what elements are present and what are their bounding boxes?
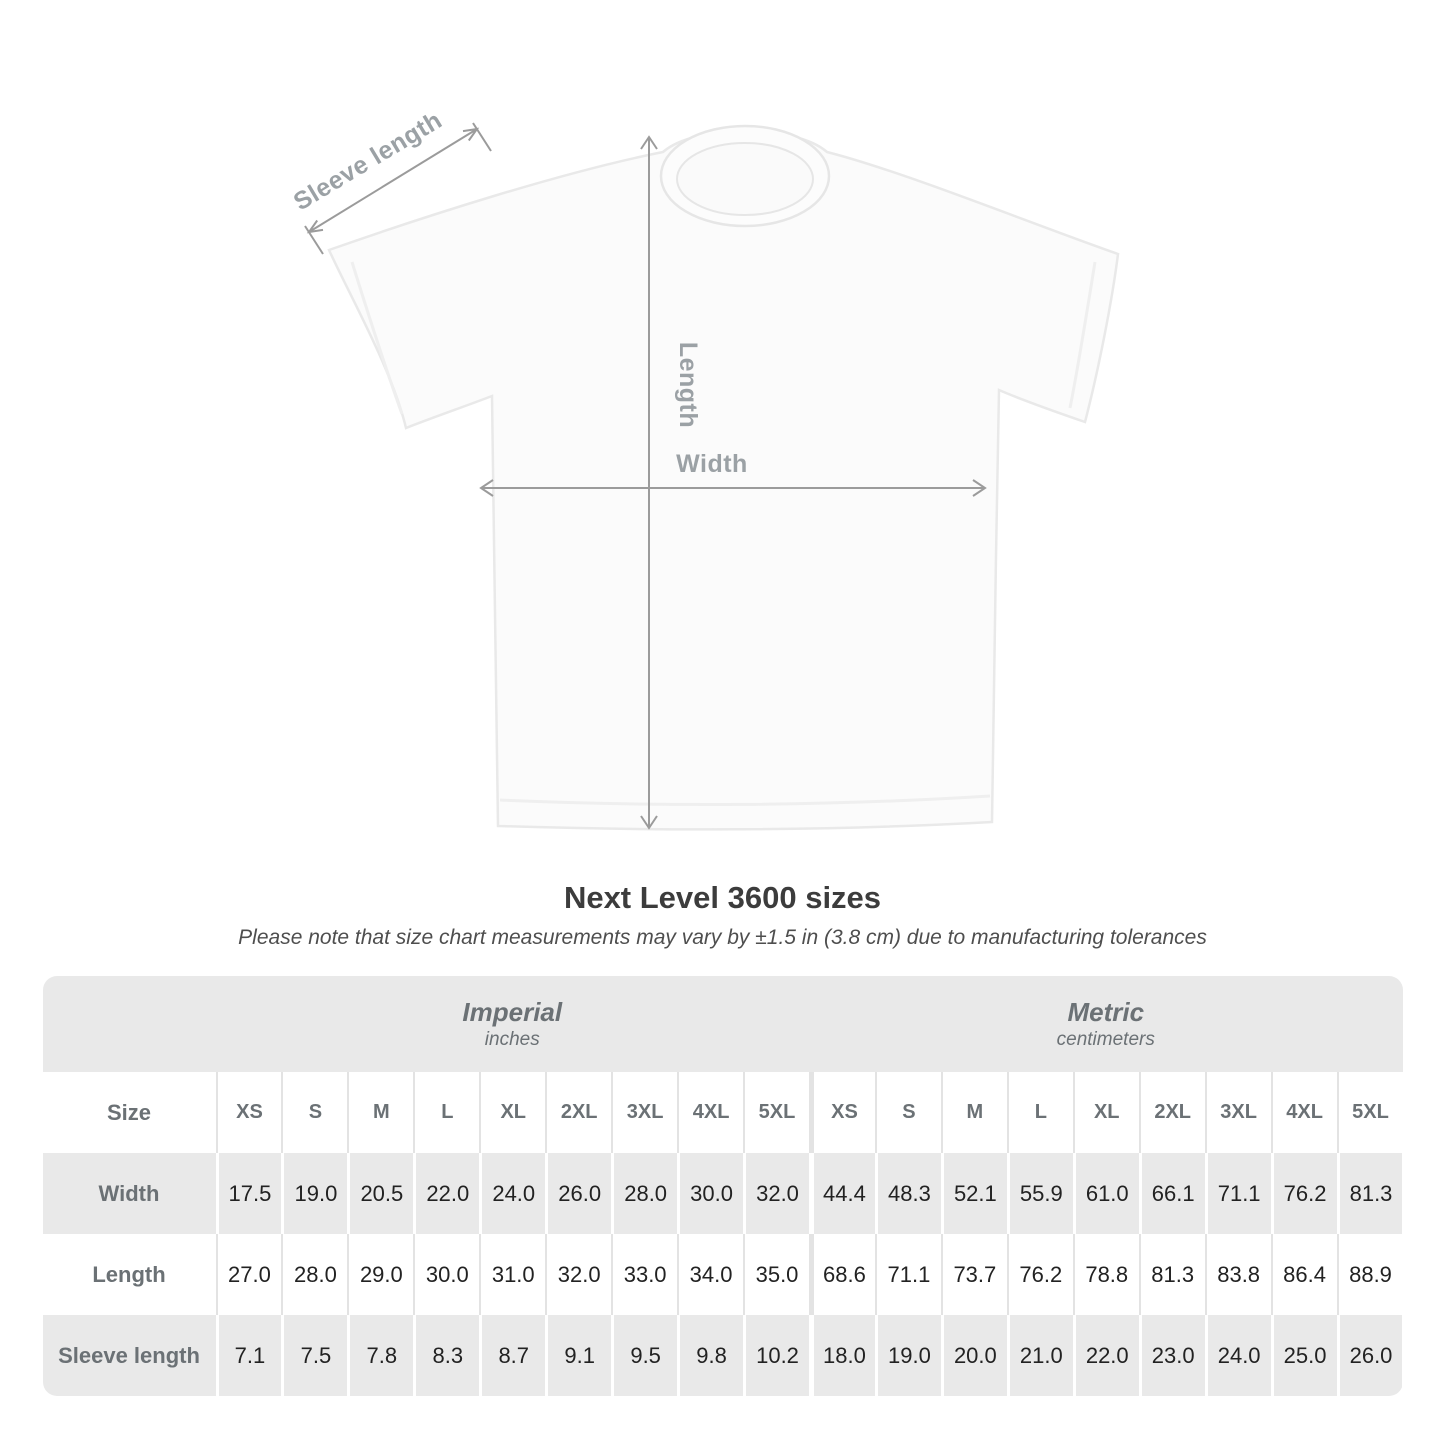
tshirt-outline: [329, 131, 1118, 829]
tolerance-note: Please note that size chart measurements may vary by ±1.5 in (3.8 cm) due to manufacturing tolerances: [238, 926, 1207, 949]
table-cell: 34.0: [677, 1234, 743, 1315]
table-cell: 68.6: [809, 1234, 875, 1315]
size-header-row: [43, 1072, 1403, 1153]
table-cell: 32.0: [743, 1153, 809, 1234]
table-cell: 19.0: [875, 1315, 941, 1396]
size-header: XS: [809, 1072, 875, 1153]
table-cell: 10.2: [743, 1315, 809, 1396]
metric-group-header: [809, 976, 1403, 1072]
table-cell: 17.5: [216, 1153, 282, 1234]
table-cell: 71.1: [1205, 1153, 1271, 1234]
table-cell: 73.7: [941, 1234, 1007, 1315]
table-cell: 86.4: [1271, 1234, 1337, 1315]
table-cell: 30.0: [677, 1153, 743, 1234]
table-cell: 88.9: [1337, 1234, 1403, 1315]
table-cell: 26.0: [545, 1153, 611, 1234]
title-block: [0, 880, 1445, 950]
table-cell: 76.2: [1271, 1153, 1337, 1234]
table-cell: 7.8: [347, 1315, 413, 1396]
size-header: 5XL: [1337, 1072, 1403, 1153]
size-header: 3XL: [611, 1072, 677, 1153]
table-cell: 48.3: [875, 1153, 941, 1234]
width-label: Width: [676, 450, 748, 478]
imperial-unit: inches: [484, 1029, 540, 1051]
length-label: Length: [674, 341, 702, 429]
size-header: 3XL: [1205, 1072, 1271, 1153]
width-row: [43, 1153, 1403, 1234]
row-label-length: Length: [43, 1234, 216, 1315]
table-cell: 25.0: [1271, 1315, 1337, 1396]
table-cell: 35.0: [743, 1234, 809, 1315]
table-cell: 7.1: [216, 1315, 282, 1396]
size-header: L: [413, 1072, 479, 1153]
table-cell: 9.5: [611, 1315, 677, 1396]
table-cell: 7.5: [281, 1315, 347, 1396]
table-cell: 30.0: [413, 1234, 479, 1315]
table-cell: 20.0: [941, 1315, 1007, 1396]
table-cell: 61.0: [1073, 1153, 1139, 1234]
size-header: XS: [216, 1072, 282, 1153]
size-header: 4XL: [1271, 1072, 1337, 1153]
table-cell: 21.0: [1007, 1315, 1073, 1396]
size-header: L: [1007, 1072, 1073, 1153]
sleeve-length-row: [43, 1315, 1403, 1396]
table-cell: 19.0: [281, 1153, 347, 1234]
size-header: S: [875, 1072, 941, 1153]
table-cell: 28.0: [281, 1234, 347, 1315]
imperial-label: Imperial: [462, 996, 563, 1027]
table-cell: 18.0: [809, 1315, 875, 1396]
table-cell: 8.3: [413, 1315, 479, 1396]
size-header: XL: [479, 1072, 545, 1153]
table-cell: 27.0: [216, 1234, 282, 1315]
group-header-row: [43, 976, 1403, 1072]
metric-unit: centimeters: [1056, 1029, 1155, 1051]
size-header: XL: [1073, 1072, 1139, 1153]
imperial-group-header: [216, 976, 810, 1072]
size-header: M: [941, 1072, 1007, 1153]
length-row: [43, 1234, 1403, 1315]
corner-cell: [43, 976, 216, 1072]
table-cell: 81.3: [1337, 1153, 1403, 1234]
table-cell: 55.9: [1007, 1153, 1073, 1234]
sleeve-length-label: Sleeve length: [288, 105, 447, 217]
row-label-width: Width: [43, 1153, 216, 1234]
size-header: M: [347, 1072, 413, 1153]
collar-inner: [677, 143, 813, 215]
size-chart-title: Next Level 3600 sizes: [563, 880, 882, 915]
table-cell: 24.0: [1205, 1315, 1271, 1396]
table-cell: 33.0: [611, 1234, 677, 1315]
size-header: 2XL: [545, 1072, 611, 1153]
table-cell: 83.8: [1205, 1234, 1271, 1315]
size-column-header: Size: [43, 1072, 216, 1153]
row-label-sleeve-length: Sleeve length: [43, 1315, 216, 1396]
table-cell: 23.0: [1139, 1315, 1205, 1396]
table-cell: 8.7: [479, 1315, 545, 1396]
table-cell: 22.0: [413, 1153, 479, 1234]
table-cell: 26.0: [1337, 1315, 1403, 1396]
table-cell: 52.1: [941, 1153, 1007, 1234]
table-cell: 66.1: [1139, 1153, 1205, 1234]
size-header: 2XL: [1139, 1072, 1205, 1153]
metric-label: Metric: [1067, 996, 1145, 1027]
table-cell: 78.8: [1073, 1234, 1139, 1315]
table-cell: 20.5: [347, 1153, 413, 1234]
table-cell: 31.0: [479, 1234, 545, 1315]
table-cell: 22.0: [1073, 1315, 1139, 1396]
table-cell: 24.0: [479, 1153, 545, 1234]
table-cell: 9.8: [677, 1315, 743, 1396]
size-header: 5XL: [743, 1072, 809, 1153]
table-cell: 28.0: [611, 1153, 677, 1234]
table-cell: 81.3: [1139, 1234, 1205, 1315]
table-cell: 32.0: [545, 1234, 611, 1315]
table-cell: 29.0: [347, 1234, 413, 1315]
table-cell: 71.1: [875, 1234, 941, 1315]
table-cell: 44.4: [809, 1153, 875, 1234]
size-table: [43, 976, 1403, 1396]
size-header: S: [281, 1072, 347, 1153]
size-header: 4XL: [677, 1072, 743, 1153]
table-cell: 9.1: [545, 1315, 611, 1396]
table-cell: 76.2: [1007, 1234, 1073, 1315]
